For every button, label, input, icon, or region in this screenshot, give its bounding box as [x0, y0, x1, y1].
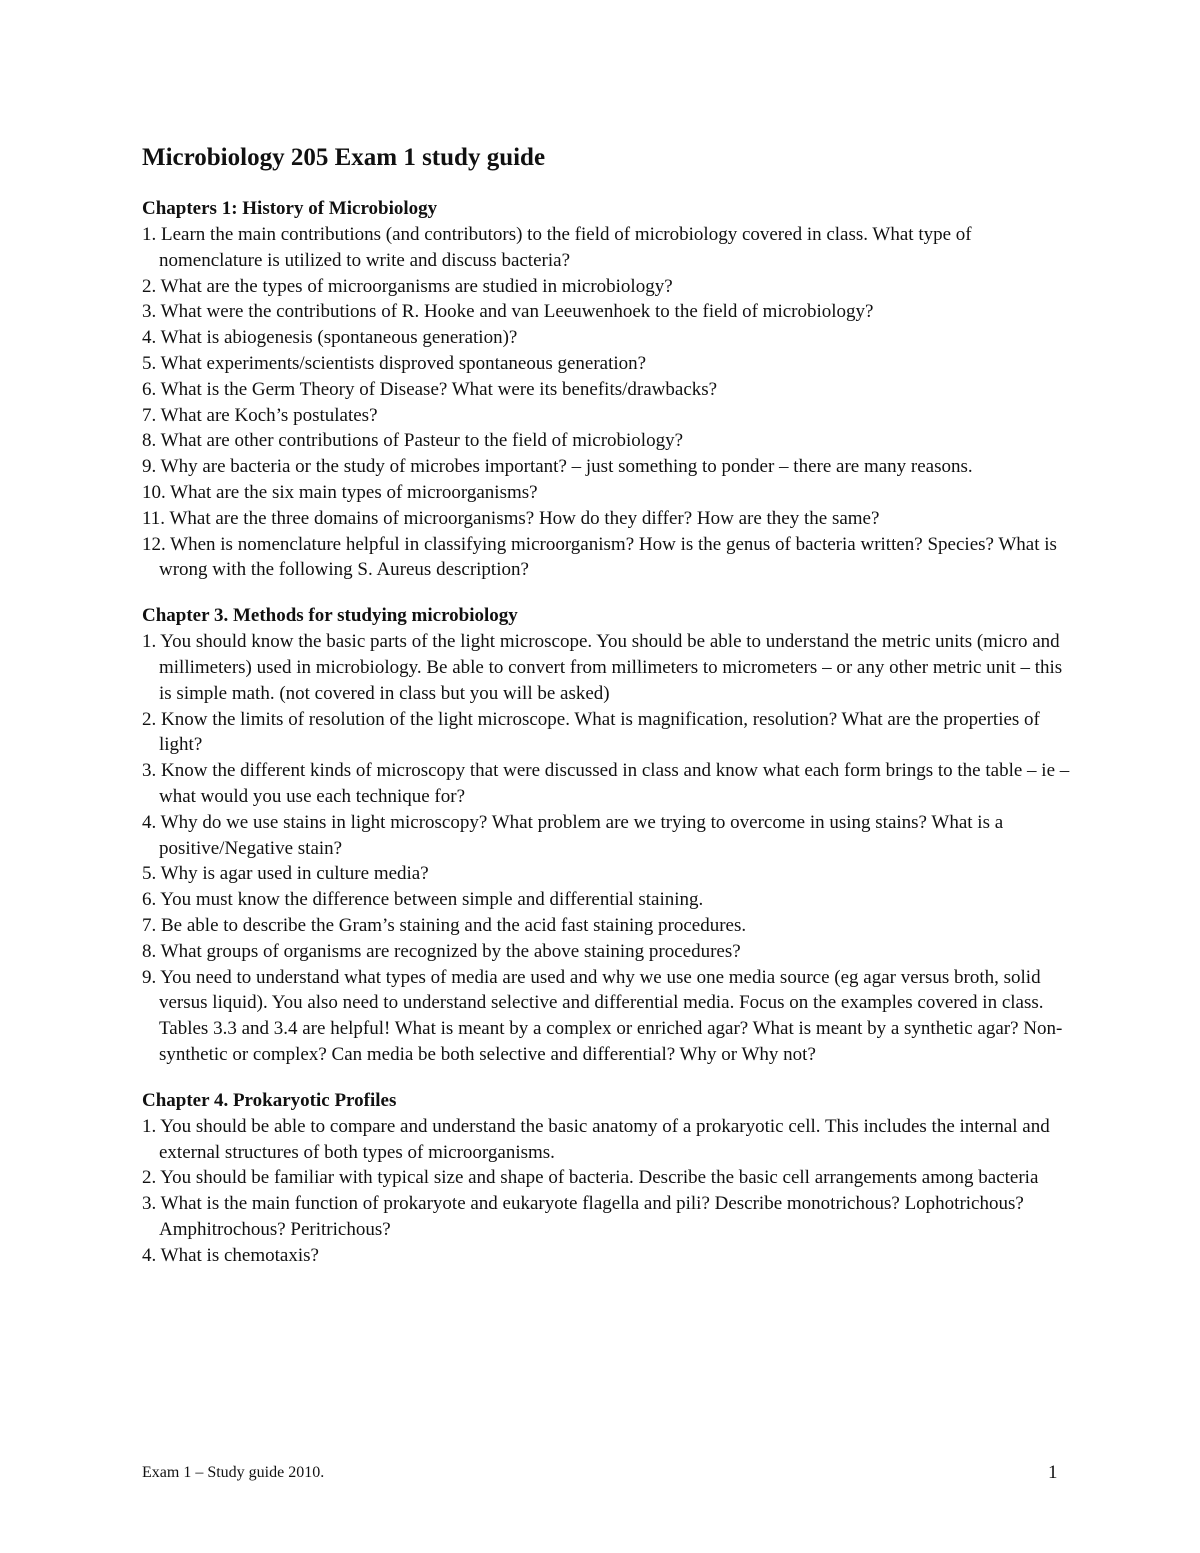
list-item: 6. You must know the difference between simple and differential staining.	[142, 889, 704, 911]
list-item: 4. What is abiogenesis (spontaneous generation)?	[142, 327, 518, 349]
list-item: 3. What is the main function of prokaryote and eukaryote flagella and pili? Describe monotrichous? Lophotrichous? Amphitrochous? Peritrichous?	[142, 1193, 1024, 1240]
list-item: 6. What is the Germ Theory of Disease? What were its benefits/drawbacks?	[142, 378, 718, 400]
section-chapter-1	[142, 196, 1072, 583]
list-item: 3. Know the different kinds of microscopy that were discussed in class and know what each form brings to the table – ie – what would you use each technique for?	[142, 760, 1070, 807]
list-item: 10. What are the six main types of microorganisms?	[142, 481, 538, 503]
list-item: 5. What experiments/scientists disproved spontaneous generation?	[142, 352, 647, 374]
list-item: 11. What are the three domains of microorganisms? How do they differ? How are they the same?	[142, 507, 880, 529]
list-item: 2. Know the limits of resolution of the light microscope. What is magnification, resolution? What are the properties of light?	[142, 708, 1040, 756]
section-heading: Chapters 1: History of Microbiology	[142, 198, 438, 219]
list-item: 4. Why do we use stains in light microscopy? What problem are we trying to overcome in using stains? What is a positive/Negative stain?	[142, 811, 1004, 859]
list-item: 1. Learn the main contributions (and contributors) to the field of microbiology covered in class. What type of nomenclature is utilized to write and discuss bacteria?	[142, 224, 972, 271]
list-item: 8. What are other contributions of Pasteur to the field of microbiology?	[142, 430, 684, 452]
list-item: 12. When is nomenclature helpful in classifying microorganism? How is the genus of bacteria written? Species? What is wrong with the following S. Aureus description?	[142, 533, 1057, 581]
list-item: 1. You should be able to compare and understand the basic anatomy of a prokaryotic cell. This includes the internal and external structures of both types of microorganisms.	[142, 1115, 1050, 1163]
section-heading: Chapter 4. Prokaryotic Profiles	[142, 1089, 397, 1111]
list-item: 1. You should know the basic parts of the light microscope. You should be able to understand the metric units (micro and millimeters) used in microbiology. Be able to convert from millimeters to micrometers – or any other metric unit – this is simple math. (not covered in class but you will be asked)	[142, 631, 1063, 704]
page-number: 1	[1048, 1462, 1058, 1483]
list-item: 5. Why is agar used in culture media?	[142, 863, 429, 885]
list-item: 4. What is chemotaxis?	[142, 1244, 319, 1266]
list-item: 9. You need to understand what types of media are used and why we use one media source (eg agar versus broth, solid versus liquid). You also need to understand selective and differential media. Focus on the examples covered in class. Tables 3.3 and 3.4 are helpful! What is meant by a complex or enriched agar? What is meant by a synthetic agar? Non-synthetic or complex? Can media be both selective and differential? Why or Why not?	[142, 966, 1063, 1065]
document-body	[142, 142, 1072, 1288]
list-item: 7. Be able to describe the Gram’s staining and the acid fast staining procedures.	[142, 914, 747, 936]
document-title: Microbiology 205 Exam 1 study guide	[142, 144, 546, 171]
list-item: 7. What are Koch’s postulates?	[142, 404, 378, 426]
list-item: 2. You should be familiar with typical size and shape of bacteria. Describe the basic cell arrangements among bacteria	[142, 1167, 1039, 1189]
list-item: 8. What groups of organisms are recognized by the above staining procedures?	[142, 940, 741, 962]
list-item: 2. What are the types of microorganisms are studied in microbiology?	[142, 275, 673, 297]
section-heading: Chapter 3. Methods for studying microbiology	[142, 605, 518, 627]
section-chapter-3	[142, 603, 1072, 1068]
list-item: 9. Why are bacteria or the study of microbes important? – just something to ponder – there are many reasons.	[142, 456, 973, 478]
footer-text: Exam 1 – Study guide 2010.	[142, 1464, 325, 1481]
section-chapter-4	[142, 1088, 1072, 1269]
list-item: 3. What were the contributions of R. Hooke and van Leeuwenhoek to the field of microbiology?	[142, 301, 874, 323]
